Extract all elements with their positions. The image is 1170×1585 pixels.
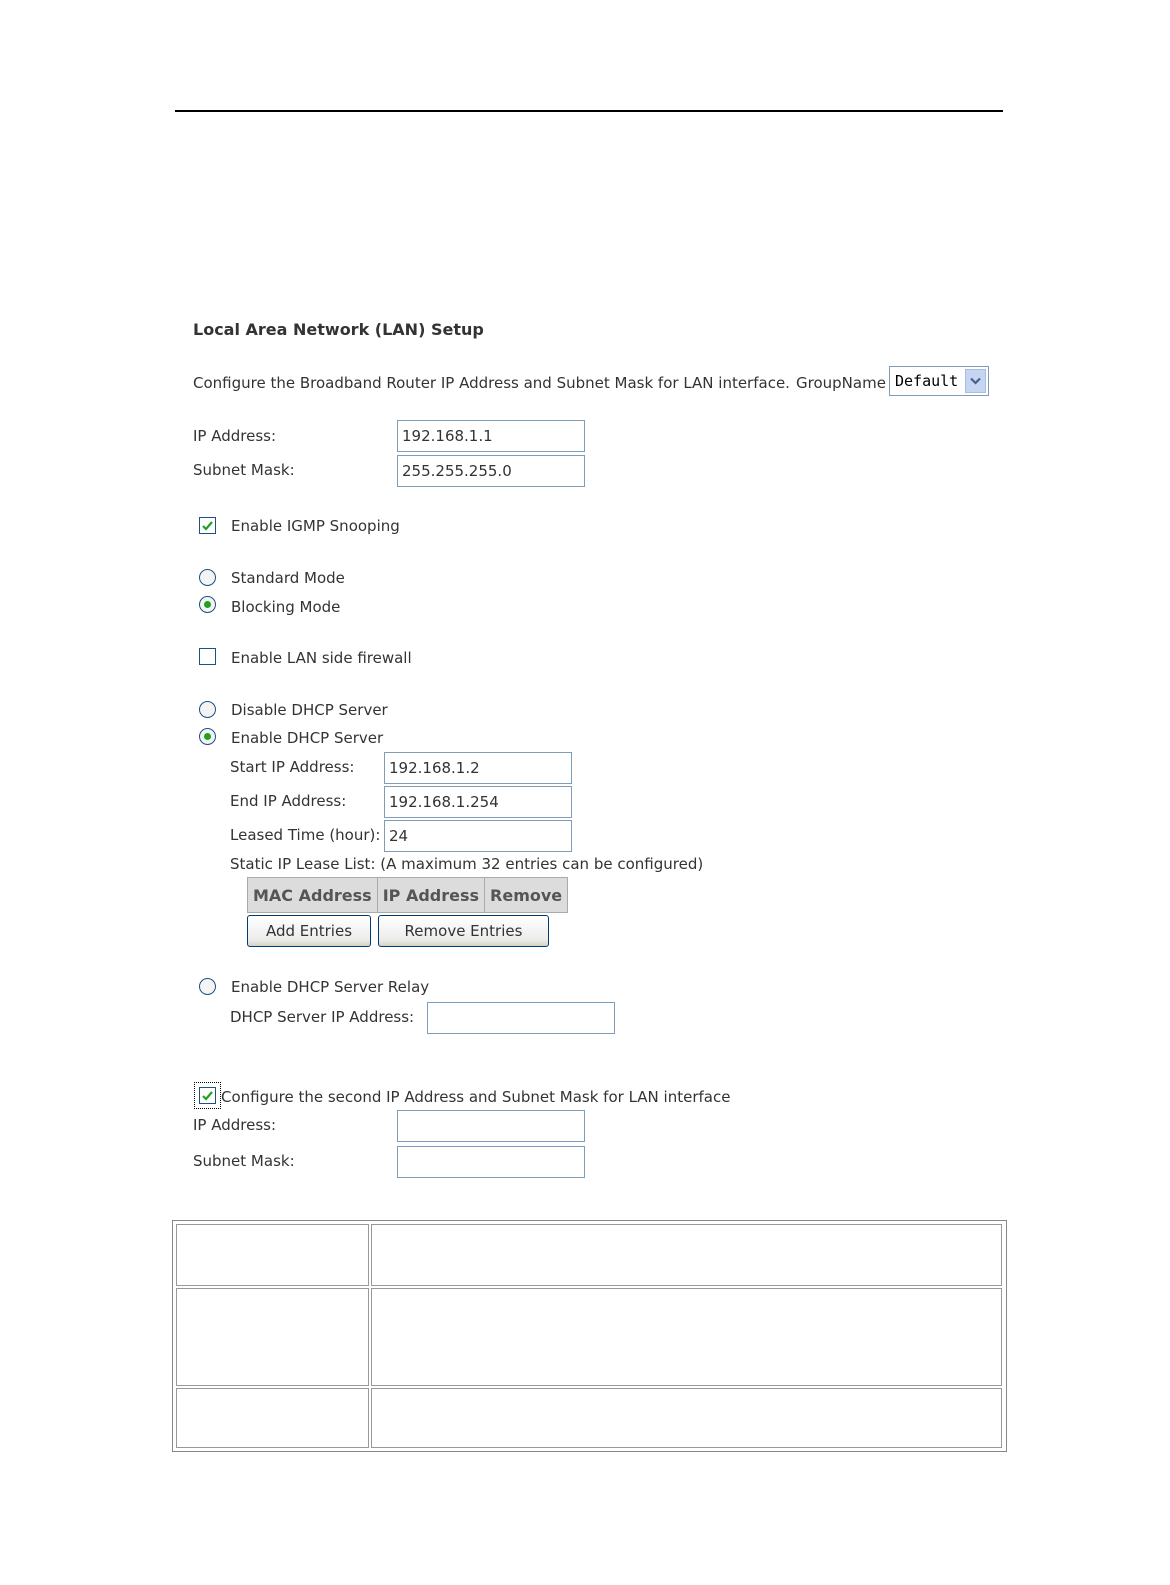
- enable-dhcp-label: Enable DHCP Server: [231, 729, 384, 747]
- column-mac-address: MAC Address: [248, 878, 378, 913]
- static-lease-label: Static IP Lease List: (A maximum 32 entries can be configured): [230, 855, 704, 873]
- page-title: Local Area Network (LAN) Setup: [193, 320, 484, 339]
- lease-time-label: Leased Time (hour):: [230, 826, 381, 844]
- radio-selected-dot: [204, 733, 211, 740]
- lan-firewall-label: Enable LAN side firewall: [231, 649, 412, 667]
- second-ip-checkbox[interactable]: [199, 1087, 216, 1104]
- ip-address-input[interactable]: [397, 420, 585, 452]
- subnet-mask-label: Subnet Mask:: [193, 461, 295, 479]
- disable-dhcp-radio[interactable]: [199, 701, 216, 718]
- group-name-select[interactable]: [889, 366, 989, 396]
- blocking-mode-label: Blocking Mode: [231, 598, 341, 616]
- checkmark-icon: [202, 1091, 213, 1101]
- column-remove: Remove: [485, 878, 568, 913]
- lan-firewall-checkbox[interactable]: [199, 648, 216, 665]
- second-subnet-mask-input[interactable]: [397, 1146, 585, 1178]
- standard-mode-radio[interactable]: [199, 569, 216, 586]
- second-ip-checkbox-focus[interactable]: [194, 1082, 221, 1109]
- second-ip-label: Configure the second IP Address and Subnet Mask for LAN interface: [221, 1088, 731, 1106]
- description-cell: [176, 1388, 369, 1448]
- end-ip-input[interactable]: [384, 786, 572, 818]
- table-header-row: [248, 878, 568, 913]
- dhcp-server-ip-label: DHCP Server IP Address:: [230, 1008, 415, 1026]
- static-lease-table: [247, 877, 568, 913]
- top-rule: [175, 110, 1003, 112]
- enable-dhcp-radio[interactable]: [199, 728, 216, 745]
- disable-dhcp-label: Disable DHCP Server: [231, 701, 388, 719]
- igmp-snooping-label: Enable IGMP Snooping: [231, 517, 400, 535]
- dhcp-relay-label: Enable DHCP Server Relay: [231, 978, 430, 996]
- end-ip-label: End IP Address:: [230, 792, 347, 810]
- intro-text: Configure the Broadband Router IP Address and Subnet Mask for LAN interface.: [193, 374, 790, 392]
- description-cell: [176, 1224, 369, 1286]
- checkmark-icon: [202, 521, 213, 531]
- blocking-mode-radio[interactable]: [199, 596, 216, 613]
- start-ip-input[interactable]: [384, 752, 572, 784]
- description-cell: [371, 1288, 1002, 1386]
- second-ip-address-input[interactable]: [397, 1110, 585, 1142]
- standard-mode-label: Standard Mode: [231, 569, 345, 587]
- dhcp-relay-radio[interactable]: [199, 978, 216, 995]
- ip-address-label: IP Address:: [193, 427, 277, 445]
- second-subnet-mask-label: Subnet Mask:: [193, 1152, 295, 1170]
- dhcp-server-ip-input[interactable]: [427, 1002, 615, 1034]
- description-cell: [371, 1224, 1002, 1286]
- group-name-value: Default: [895, 372, 959, 390]
- igmp-snooping-checkbox[interactable]: [199, 517, 216, 534]
- description-cell: [371, 1388, 1002, 1448]
- description-table: [172, 1220, 1007, 1452]
- chevron-down-icon[interactable]: [965, 369, 986, 393]
- add-entries-button[interactable]: Add Entries: [247, 915, 371, 947]
- second-ip-address-label: IP Address:: [193, 1116, 277, 1134]
- group-name-label: GroupName: [796, 374, 886, 392]
- description-cell: [176, 1288, 369, 1386]
- start-ip-label: Start IP Address:: [230, 758, 355, 776]
- lease-time-input[interactable]: [384, 820, 572, 852]
- radio-selected-dot: [204, 601, 211, 608]
- remove-entries-button[interactable]: Remove Entries: [378, 915, 549, 947]
- subnet-mask-input[interactable]: [397, 455, 585, 487]
- column-ip-address: IP Address: [377, 878, 484, 913]
